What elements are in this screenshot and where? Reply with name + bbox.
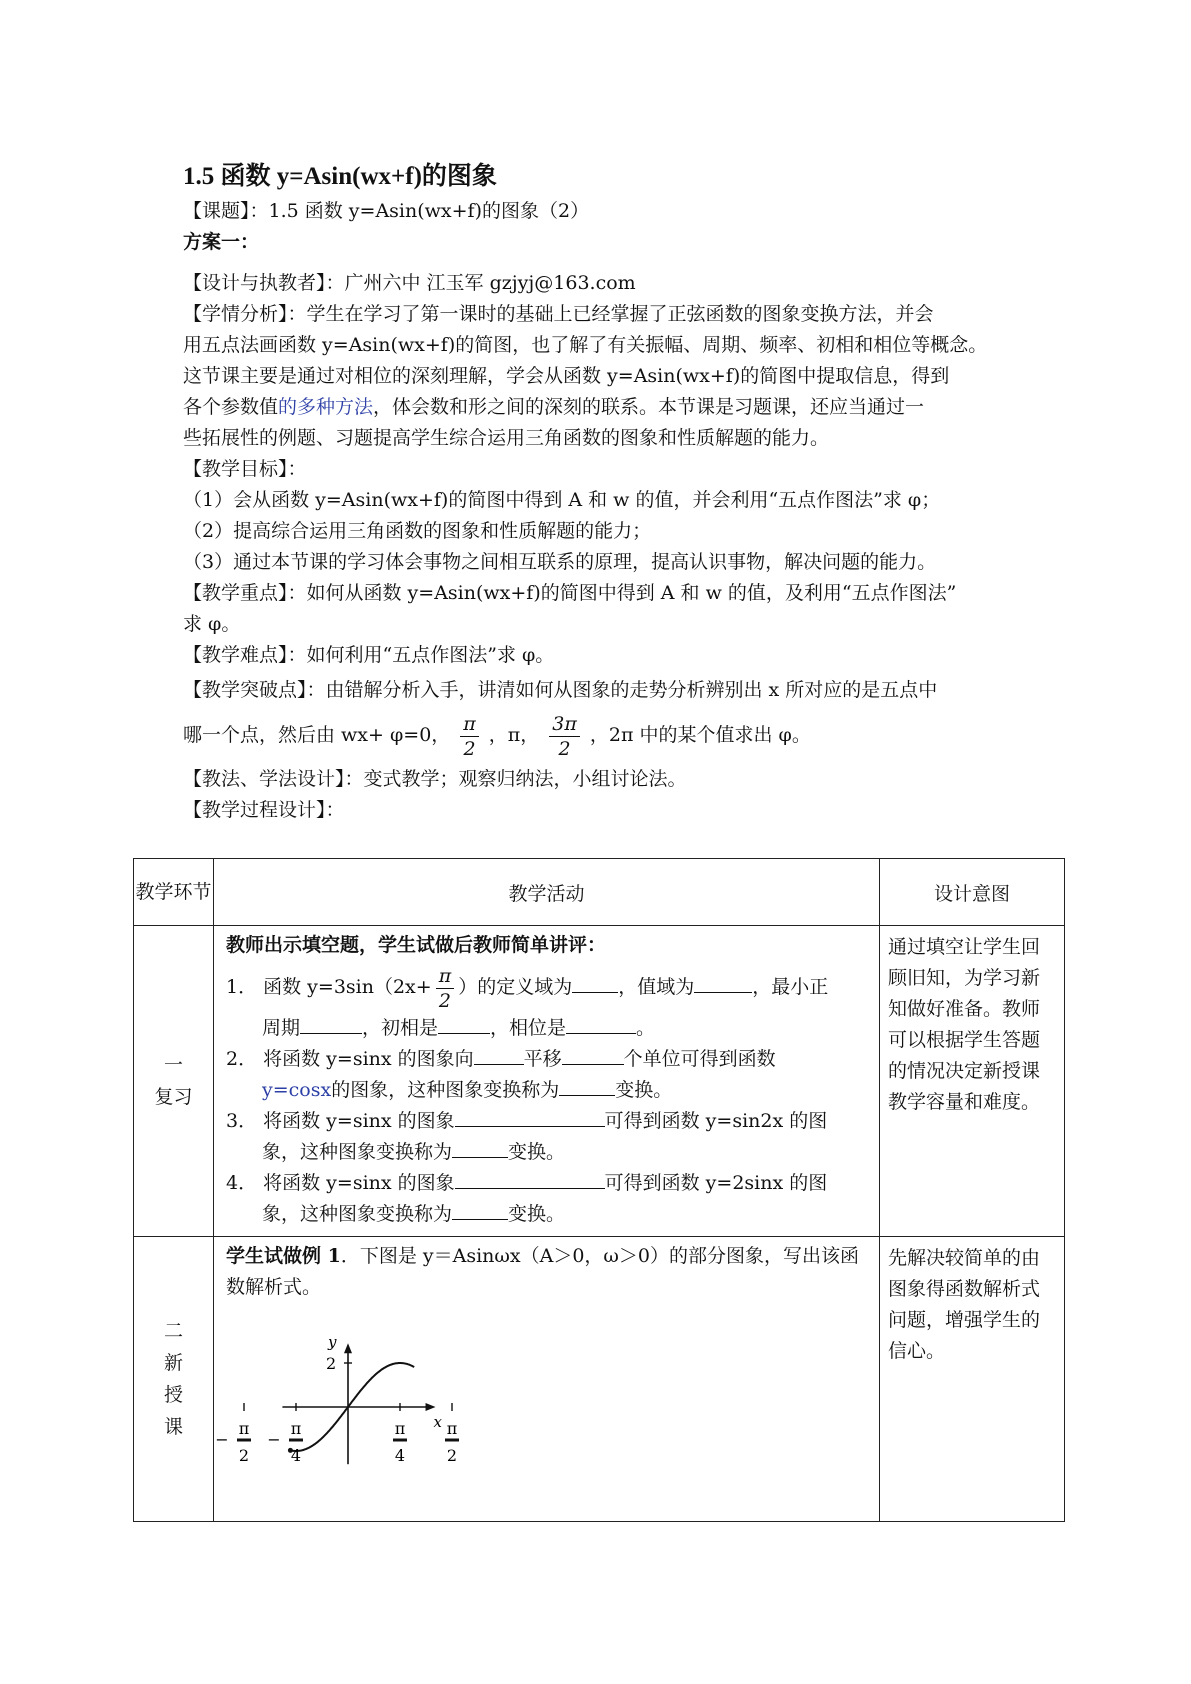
graph-axes [282,1333,442,1464]
x-tick-label-denominator: 2 [238,1446,250,1465]
teaching-process-table [133,858,1065,1522]
answer-blank[interactable] [455,1172,605,1189]
breakthrough-label: 【教学突破点】： [183,679,326,701]
y-axis-label: y [328,1333,337,1352]
question-4: 4． 将函数 y=sinx 的图象 可得到函数 y=2sinx 的图 [226,1172,828,1194]
new-lesson-intent: 先解决较简单的由图象得函数解析式问题，增强学生的信心。 [880,1237,1065,1522]
stage-review: 一 复习 [134,926,214,1237]
graph-ticks [215,1354,459,1465]
new-lesson-activity [214,1237,880,1522]
topic-text: 1.5 函数 y=Asin(wx+f)的图象（2） [268,200,590,222]
x-tick-label-denominator: 2 [446,1446,458,1465]
answer-blank[interactable] [694,976,752,993]
answer-blank[interactable] [572,976,618,993]
key-point-line-1: 【教学重点】：如何从函数 y=Asin(wx+f)的简图中得到 A 和 w 的值，及利用“五点作图法” [183,582,957,604]
answer-blank[interactable] [438,1017,490,1034]
x-tick-label-denominator: 4 [394,1446,406,1465]
x-tick-label-pi: π [394,1419,406,1438]
answer-blank[interactable] [452,1141,508,1158]
method-line: 【教法、学法设计】：变式教学；观察归纳法，小组讨论法。 [183,768,687,790]
x-tick-label-pi: π [238,1419,250,1438]
breakthrough-line-2: 哪一个点，然后由 wx+ φ=0， $\frac{\pi}{2}$ ，π， $\frac{3\pi}{2}$ ，2π 中的某个值求出 φ。 [183,712,811,760]
stage-new-lesson: 二 新授课 [134,1237,214,1522]
review-activity [214,926,880,1237]
x-tick-label-denominator: 4 [290,1446,302,1465]
analysis-line-2: 用五点法画函数 y=Asin(wx+f)的简图，也了解了有关振幅、周期、频率、初相和相位等概念。 [183,334,988,356]
multi-method-link[interactable]: 的多种方法 [278,396,374,418]
goal-3: （3）通过本节课的学习体会事物之间相互联系的原理，提高认识事物，解决问题的能力。 [183,551,937,573]
designer-text: 广州六中 江玉军 gzjyj@163.com [344,272,636,294]
analysis-label: 【学情分析】： [183,303,307,325]
table-row [134,926,1065,1237]
table-header-row [134,859,1065,926]
topic-label: 【课题】： [183,200,269,222]
goal-1: （1）会从函数 y=Asin(wx+f)的简图中得到 A 和 w 的值，并会利用“五点作图法”求 φ； [183,489,941,511]
analysis-line-3: 这节课主要是通过对相位的深刻理解，学会从函数 y=Asin(wx+f)的简图中提取信息，得到 [183,365,950,387]
header-activity: 教学活动 [214,859,880,926]
x-axis-arrow [426,1403,436,1411]
table-row [134,1237,1065,1522]
header-intent: 设计意图 [880,859,1065,926]
answer-blank[interactable] [474,1048,524,1065]
question-1-cont: 周期 ，初相是 ，相位是 。 [262,1017,656,1039]
x-tick-label-pi: π [290,1419,302,1438]
fraction-pi-over-2: $\frac{\pi}{2}$ [460,712,479,761]
page-title: 1.5 函数 y=Asin(wx+f)的图象 [183,163,497,190]
question-2: 2． 将函数 y=sinx 的图象向 平移 个单位可得到函数 [226,1048,776,1070]
fraction-3pi-over-2: $\frac{3\pi}{2}$ [549,712,580,761]
question-3: 3． 将函数 y=sinx 的图象 可得到函数 y=sin2x 的图 [226,1110,828,1132]
question-2-cont: y=cosx的图象，这种图象变换称为 变换。 [262,1079,673,1101]
analysis-line-5: 些拓展性的例题、习题提高学生综合运用三角函数的图象和性质解题的能力。 [183,427,830,449]
y-axis-arrow [344,1343,352,1353]
answer-blank[interactable] [455,1110,605,1127]
sine-graph [215,1307,480,1507]
key-label: 【教学重点】： [183,582,307,604]
question-3-cont: 象，这种图象变换称为 变换。 [262,1141,566,1163]
key-point-line-2: 求 φ。 [183,613,241,635]
answer-blank[interactable] [300,1017,362,1034]
answer-blank[interactable] [566,1017,636,1034]
header-stage: 教学环节 [134,859,214,926]
plan-heading: 方案一： [183,231,260,253]
analysis-line-1: 【学情分析】：学生在学习了第一课时的基础上已经掌握了正弦函数的图象变换方法，并会 [183,303,934,325]
difficulty-line: 【教学难点】：如何利用“五点作图法”求 φ。 [183,644,555,666]
review-intro: 教师出示填空题，学生试做后教师简单讲评： [226,934,607,956]
question-4-cont: 象，这种图象变换称为 变换。 [262,1203,566,1225]
y-tick-label: 2 [326,1354,337,1373]
fraction-pi-over-2: $\frac{\pi}{2}$ [436,964,455,1013]
analysis-line-4: 各个参数值的多种方法，体会数和形之间的深刻的联系。本节课是习题课，还应当通过一 [183,396,925,418]
document-body [183,156,1063,826]
goal-2: （2）提高综合运用三角函数的图象和性质解题的能力； [183,520,652,542]
process-label: 【教学过程设计】： [183,799,345,821]
review-intent: 通过填空让学生回顾旧知，为学习新知做好准备。教师可以根据学生答题的情况决定新授课教学容量和难度。 [880,926,1065,1237]
answer-blank[interactable] [562,1048,624,1065]
answer-blank[interactable] [452,1203,508,1220]
question-1: 1． 函数 y=3sin（2x+ $\frac{\pi}{2}$ ）的定义域为 ，值域为 ，最小正 [226,964,829,1012]
x-axis-label: x [433,1413,442,1431]
designer-line [183,268,1063,299]
x-tick-minus-sign: − [267,1430,281,1449]
topic-line [183,196,1063,227]
answer-blank[interactable] [559,1079,615,1096]
x-tick-minus-sign: − [215,1430,229,1449]
example-1-text: 学生试做例 1．下图是 y＝Asinωx（A＞0，ω＞0）的部分图象，写出该函数解析式。 [226,1245,860,1298]
breakthrough-line-1: 【教学突破点】：由错解分析入手，讲清如何从图象的走势分析辨别出 x 所对应的是五点中 [183,679,938,701]
designer-label: 【设计与执教者】： [183,272,345,294]
goals-label: 【教学目标】： [183,458,307,480]
x-tick-label-pi: π [446,1419,458,1438]
difficulty-label: 【教学难点】： [183,644,307,666]
method-label: 【教法、学法设计】： [183,768,364,790]
